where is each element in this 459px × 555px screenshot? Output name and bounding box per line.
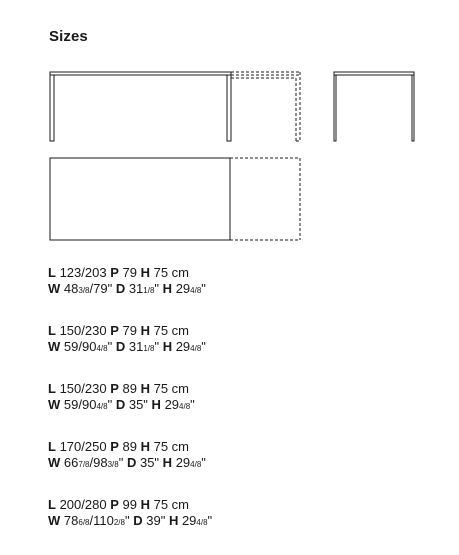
height-label: H — [140, 381, 150, 396]
side-left-leg — [334, 75, 336, 141]
height-unit: " — [201, 281, 206, 296]
depth-value: 89 — [122, 439, 137, 454]
height-value: 29 — [175, 455, 191, 470]
size-spec — [48, 265, 448, 299]
width-value-ext: /98 — [89, 455, 108, 470]
length-value: 150/230 — [59, 381, 107, 396]
imperial-dimensions — [48, 513, 448, 531]
depth-label: D — [126, 455, 137, 470]
front-elevation-drawing — [50, 72, 300, 141]
width-value: 78 — [63, 513, 79, 528]
depth-value: 39" — [146, 513, 166, 528]
depth-fraction: 1/8 — [143, 286, 155, 295]
depth-value: 89 — [122, 381, 137, 396]
metric-dimensions — [48, 497, 448, 513]
extension-outline — [231, 72, 300, 141]
size-specs — [48, 265, 448, 555]
width-fraction: 7/8 — [78, 460, 90, 469]
height-value: 75 cm — [153, 265, 190, 280]
width-fraction: 6/8 — [78, 518, 90, 527]
page-title: Sizes — [49, 28, 88, 45]
width-value: 59/90 — [63, 397, 97, 412]
height-value: 29 — [164, 397, 180, 412]
height-value: 75 cm — [153, 381, 190, 396]
length-label: L — [48, 265, 56, 280]
width-fraction: 4/8 — [96, 344, 108, 353]
top-plan-drawing — [50, 158, 300, 240]
depth-label: P — [110, 323, 119, 338]
side-elevation-drawing — [334, 72, 414, 141]
height-fraction: 4/8 — [196, 518, 208, 527]
height-unit: " — [207, 513, 213, 528]
height-fraction: 4/8 — [190, 344, 202, 353]
height-label: H — [162, 339, 173, 354]
height-value: 75 cm — [153, 323, 190, 338]
width-value: 48 — [63, 281, 79, 296]
width-value-ext: /110 — [89, 513, 114, 528]
length-value: 200/280 — [59, 497, 107, 512]
size-spec — [48, 497, 448, 531]
imperial-dimensions — [48, 281, 448, 299]
width-fraction: 3/8 — [78, 286, 90, 295]
plan-extension — [230, 158, 300, 240]
depth-label: D — [133, 513, 143, 528]
length-label: L — [48, 497, 56, 512]
imperial-dimensions — [48, 397, 448, 415]
width-fraction: 4/8 — [96, 402, 108, 411]
imperial-dimensions — [48, 339, 448, 357]
depth-value: 99 — [122, 497, 137, 512]
depth-value: 35" — [139, 455, 160, 470]
depth-unit: " — [154, 339, 160, 354]
depth-label: D — [115, 397, 126, 412]
width-label: W — [48, 281, 61, 296]
width-value: 59/90 — [63, 339, 97, 354]
width-label: W — [48, 513, 61, 528]
depth-value: 35" — [128, 397, 148, 412]
width-fraction-ext: 2/8 — [113, 518, 125, 527]
height-value: 75 cm — [153, 497, 190, 512]
depth-value: 31 — [128, 281, 144, 296]
depth-label: D — [115, 339, 126, 354]
length-value: 170/250 — [59, 439, 107, 454]
depth-fraction: 1/8 — [143, 344, 155, 353]
depth-label: D — [115, 281, 126, 296]
metric-dimensions — [48, 381, 448, 397]
length-value: 150/230 — [59, 323, 107, 338]
length-value: 123/203 — [59, 265, 107, 280]
front-right-leg — [227, 75, 231, 141]
width-unit: " — [107, 339, 113, 354]
height-fraction: 4/8 — [179, 402, 191, 411]
depth-unit: " — [154, 281, 160, 296]
size-spec — [48, 439, 448, 473]
depth-value: 79 — [122, 323, 137, 338]
side-right-leg — [412, 75, 414, 141]
height-fraction: 4/8 — [190, 286, 202, 295]
size-spec — [48, 323, 448, 357]
depth-value: 79 — [122, 265, 137, 280]
size-spec — [48, 381, 448, 415]
height-value: 75 cm — [153, 439, 190, 454]
depth-label: P — [110, 497, 119, 512]
plan-tabletop — [50, 158, 230, 240]
height-label: H — [140, 497, 150, 512]
depth-label: P — [110, 381, 119, 396]
width-label: W — [48, 397, 61, 412]
width-unit: " — [124, 513, 130, 528]
depth-value: 31 — [128, 339, 144, 354]
width-unit: " — [118, 455, 124, 470]
height-label: H — [140, 323, 150, 338]
height-unit: " — [201, 455, 206, 470]
width-value-ext: /79" — [89, 281, 113, 296]
height-label: H — [168, 513, 179, 528]
height-value: 29 — [175, 339, 191, 354]
width-value: 66 — [63, 455, 79, 470]
front-left-leg — [50, 75, 54, 141]
width-label: W — [48, 339, 61, 354]
length-label: L — [48, 439, 56, 454]
imperial-dimensions — [48, 455, 448, 473]
height-value: 29 — [175, 281, 191, 296]
width-label: W — [48, 455, 61, 470]
metric-dimensions — [48, 265, 448, 281]
height-label: H — [140, 439, 150, 454]
height-unit: " — [201, 339, 206, 354]
metric-dimensions — [48, 439, 448, 455]
height-label: H — [151, 397, 161, 412]
height-unit: " — [190, 397, 195, 412]
height-label: H — [162, 281, 173, 296]
table-drawings — [0, 0, 459, 250]
height-fraction: 4/8 — [190, 460, 202, 469]
length-label: L — [48, 381, 56, 396]
width-fraction-ext: 3/8 — [107, 460, 119, 469]
depth-label: P — [110, 439, 119, 454]
length-label: L — [48, 323, 56, 338]
depth-label: P — [110, 265, 119, 280]
width-unit: " — [107, 397, 113, 412]
height-label: H — [162, 455, 173, 470]
metric-dimensions — [48, 323, 448, 339]
height-label: H — [140, 265, 150, 280]
height-value: 29 — [181, 513, 197, 528]
